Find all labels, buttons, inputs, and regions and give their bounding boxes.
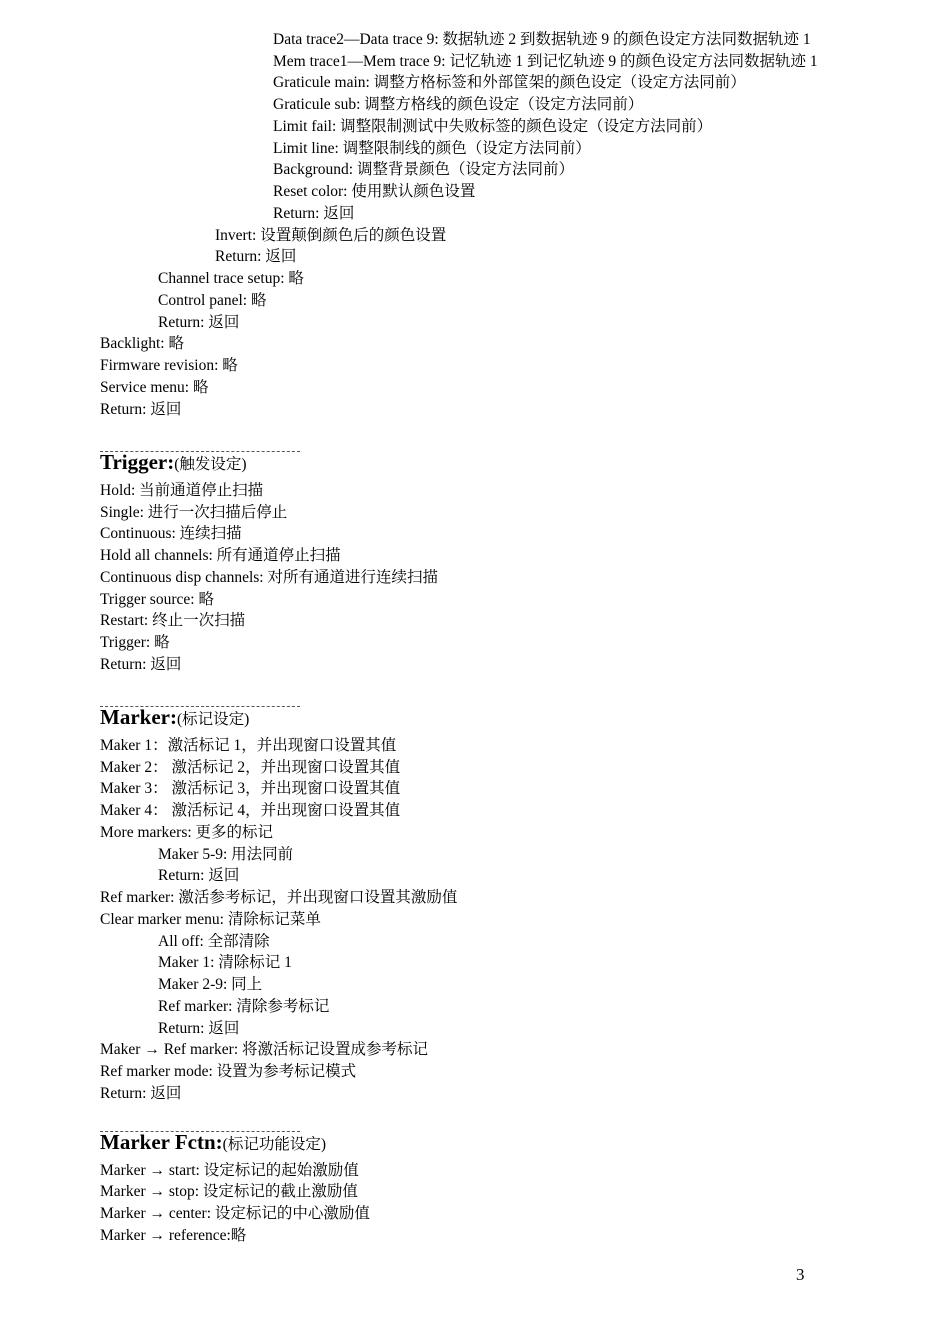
section-heading-marker-fctn [100,1130,326,1155]
menu-line: Maker → Ref marker: 将激活标记设置成参考标记 [100,1041,429,1058]
section-heading-trigger [100,450,247,475]
menu-line: Return: 返回 [158,314,240,331]
menu-line: Maker 5-9: 用法同前 [158,846,294,863]
menu-line: Clear marker menu: 清除标记菜单 [100,911,321,928]
menu-line: Hold: 当前通道停止扫描 [100,482,264,499]
menu-line: Limit fail: 调整限制测试中失败标签的颜色设定（设定方法同前） [273,118,713,135]
menu-line: Marker → center: 设定标记的中心激励值 [100,1205,370,1222]
menu-line: Control panel: 略 [158,292,267,309]
section-title: Marker Fctn: [100,1130,223,1154]
menu-line: Return: 返回 [215,248,297,265]
menu-line: Single: 进行一次扫描后停止 [100,504,288,521]
menu-line: Trigger source: 略 [100,591,214,608]
menu-line: Marker → reference:略 [100,1227,247,1244]
menu-line: Return: 返回 [273,205,355,222]
menu-line: Ref marker: 激活参考标记，并出现窗口设置其激励值 [100,889,458,906]
menu-line: Return: 返回 [158,1020,240,1037]
menu-line: Reset color: 使用默认颜色设置 [273,183,476,200]
menu-line: Maker 1：激活标记 1，并出现窗口设置其值 [100,737,397,754]
section-subtitle: (标记设定) [176,711,250,728]
menu-line: Backlight: 略 [100,335,184,352]
menu-line: Service menu: 略 [100,379,209,396]
menu-line: Maker 1: 清除标记 1 [158,954,292,971]
menu-line: More markers: 更多的标记 [100,824,274,841]
menu-line: All off: 全部清除 [158,933,270,950]
section-title: Marker: [100,705,177,729]
menu-line: Ref marker: 清除参考标记 [158,998,330,1015]
menu-line: Invert: 设置颠倒颜色后的颜色设置 [215,227,447,244]
section-subtitle: (标记功能设定) [222,1136,326,1153]
page-number: 3 [796,1265,805,1284]
menu-line: Continuous disp channels: 对所有通道进行连续扫描 [100,569,438,586]
menu-line: Channel trace setup: 略 [158,270,304,287]
section-heading-marker [100,705,249,730]
menu-line: Graticule sub: 调整方格线的颜色设定（设定方法同前） [273,96,644,113]
menu-line: Continuous: 连续扫描 [100,525,242,542]
menu-line: Restart: 终止一次扫描 [100,612,246,629]
menu-line: Mem trace1—Mem trace 9: 记忆轨迹 1 到记忆轨迹 9 的颜色设定方法同数据轨迹 1 [273,53,818,70]
menu-line: Return: 返回 [100,401,182,418]
menu-line: Return: 返回 [100,1085,182,1102]
menu-line: Ref marker mode: 设置为参考标记模式 [100,1063,357,1080]
menu-line: Return: 返回 [158,867,240,884]
menu-line: Maker 2-9: 同上 [158,976,263,993]
menu-line: Maker 2： 激活标记 2，并出现窗口设置其值 [100,759,401,776]
menu-line: Background: 调整背景颜色（设定方法同前） [273,161,574,178]
menu-line: Trigger: 略 [100,634,170,651]
menu-line: Maker 3： 激活标记 3，并出现窗口设置其值 [100,780,401,797]
menu-line: Data trace2—Data trace 9: 数据轨迹 2 到数据轨迹 9 的颜色设定方法同数据轨迹 1 [273,31,811,48]
menu-line: Marker → start: 设定标记的起始激励值 [100,1162,359,1179]
section-title: Trigger: [100,450,175,474]
menu-line: Return: 返回 [100,656,182,673]
section-subtitle: (触发设定) [174,456,247,473]
menu-line: Limit line: 调整限制线的颜色（设定方法同前） [273,140,591,157]
menu-line: Maker 4： 激活标记 4，并出现窗口设置其值 [100,802,401,819]
menu-line: Hold all channels: 所有通道停止扫描 [100,547,341,564]
menu-line: Firmware revision: 略 [100,357,238,374]
menu-line: Graticule main: 调整方格标签和外部筐架的颜色设定（设定方法同前） [273,74,746,91]
menu-line: Marker → stop: 设定标记的截止激励值 [100,1183,358,1200]
